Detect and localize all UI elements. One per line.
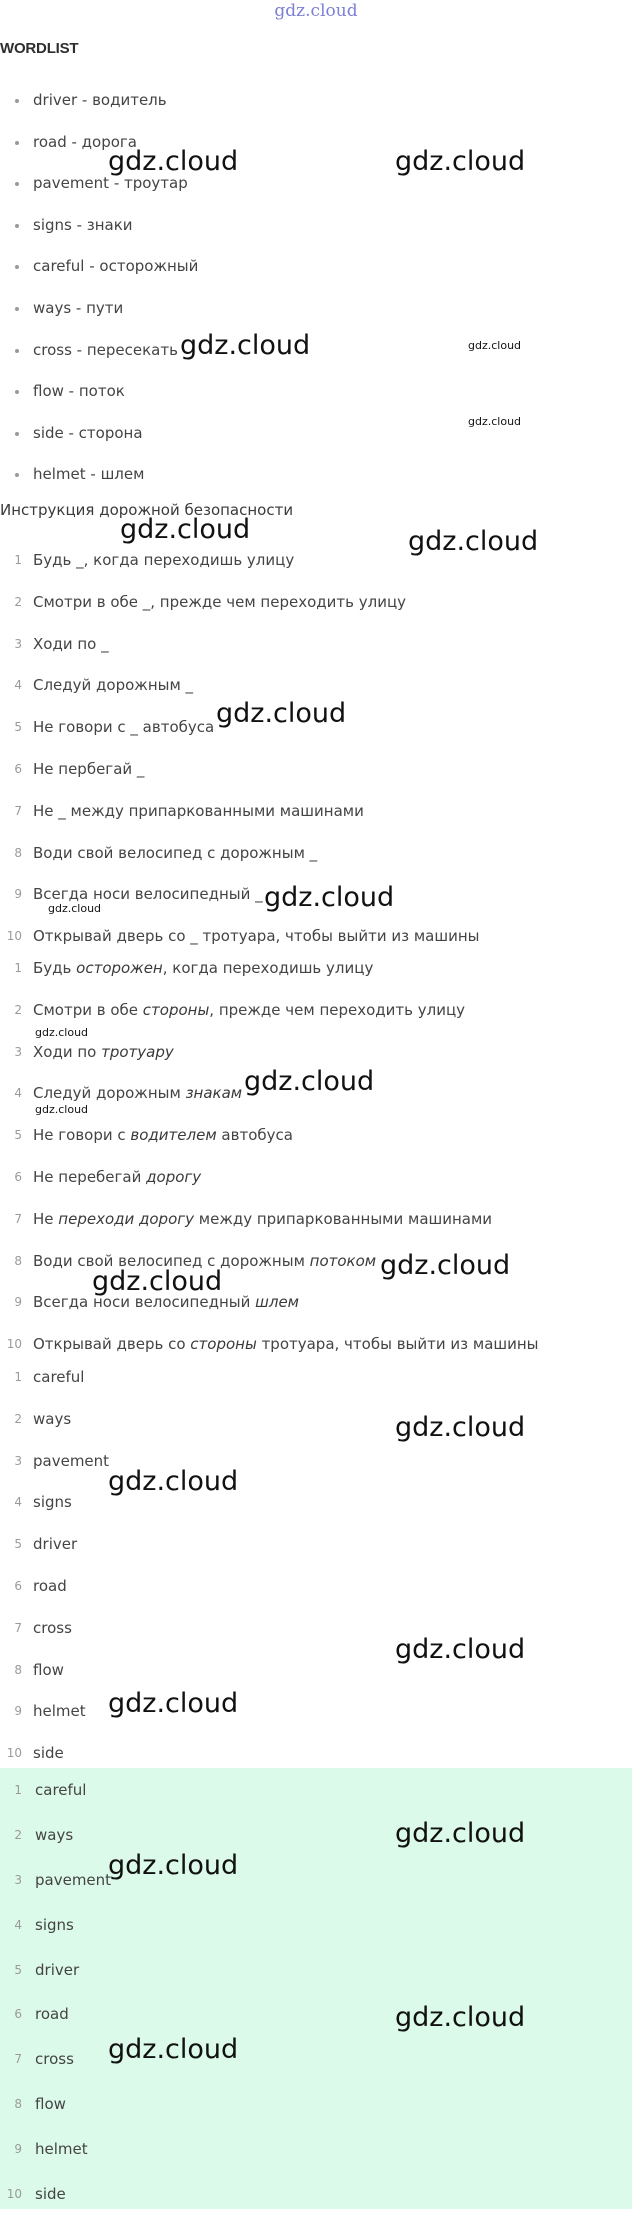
list-item: [0, 749, 632, 791]
text-before: Не говори с: [33, 1126, 131, 1145]
item-number: 3: [14, 1044, 22, 1059]
item-text: helmet: [33, 1702, 86, 1721]
list-item: [0, 205, 632, 247]
watermark: gdz.cloud: [395, 146, 526, 177]
answer-word: переходи дорогу: [58, 1209, 195, 1228]
wordlist-heading: WORDLIST: [0, 40, 79, 57]
watermark: gdz.cloud: [395, 2002, 526, 2033]
list-item: [0, 1813, 632, 1858]
list-item: [0, 1157, 632, 1199]
item-number: 9: [14, 2142, 22, 2157]
answer-word: осторожен: [76, 959, 163, 977]
item-number: 4: [14, 1917, 22, 1932]
list-item: [0, 1357, 632, 1399]
item-number: 8: [14, 2097, 22, 2112]
answer-word: стороны: [190, 1335, 257, 1354]
text-before: Води свой велосипед с дорожным: [33, 1251, 310, 1270]
list-item: [0, 2034, 632, 2082]
list-item: [0, 163, 632, 205]
watermark: gdz.cloud: [395, 1412, 526, 1443]
item-text: pavement: [35, 1870, 112, 1889]
watermark: gdz.cloud: [108, 2034, 239, 2065]
list-item: [0, 2172, 632, 2217]
list-item-text: ways - пути: [33, 298, 124, 317]
watermark: gdz.cloud: [216, 698, 347, 729]
item-text: [33, 948, 373, 990]
item-number: 3: [14, 1872, 22, 1887]
item-text: [33, 1115, 293, 1157]
watermark: gdz.cloud: [408, 526, 539, 557]
item-text: flow: [33, 1660, 64, 1679]
item-text: side: [35, 2185, 66, 2204]
watermark: gdz.cloud: [468, 415, 522, 428]
text-after: автобуса: [216, 1126, 293, 1145]
list-item: [0, 582, 632, 624]
watermark: gdz.cloud: [35, 1103, 89, 1116]
item-number: 10: [6, 1337, 22, 1352]
list-item: [0, 454, 632, 496]
item-number: 6: [14, 761, 22, 776]
item-number: 1: [14, 961, 22, 975]
item-number: 10: [6, 929, 22, 944]
watermark: gdz.cloud: [180, 330, 311, 361]
list-item-text: helmet - шлем: [33, 465, 145, 484]
answer-word: знакам: [185, 1084, 243, 1103]
item-number: 5: [14, 1128, 22, 1143]
item-text: flow: [35, 2095, 66, 2114]
item-text: [33, 1199, 492, 1241]
item-text: Всегда носи велосипедный _: [33, 885, 263, 904]
item-text: Води свой велосипед с дорожным _: [33, 843, 318, 862]
text-before: Ходи по: [33, 1042, 102, 1061]
answer-word: тротуару: [101, 1042, 174, 1061]
item-text: signs: [35, 1915, 74, 1934]
item-text: ways: [35, 1825, 74, 1844]
list-item: [0, 1650, 632, 1692]
item-text: Не _ между припаркованными машинами: [33, 801, 364, 820]
list-item-text: signs - знаки: [33, 215, 133, 234]
list-item: [0, 791, 632, 833]
item-number: 6: [14, 2007, 22, 2022]
item-text: Будь _, когда переходишь улицу: [33, 551, 295, 569]
bullet-icon: [15, 141, 19, 145]
item-number: 4: [14, 678, 22, 693]
list-item: [0, 1688, 632, 1733]
list-item: [0, 1992, 632, 2037]
item-number: 5: [14, 720, 22, 735]
watermark: gdz.cloud: [35, 1026, 89, 1039]
item-text: pavement: [33, 1451, 110, 1470]
item-number: 7: [14, 1620, 22, 1635]
list-item: [0, 1524, 632, 1566]
item-text: cross: [35, 2050, 74, 2069]
item-text: driver: [35, 1960, 80, 1979]
text-before: Открывай дверь со: [33, 1335, 191, 1354]
bullet-icon: [15, 307, 19, 311]
list-item: [0, 1482, 632, 1524]
list-item: [0, 330, 632, 372]
list-item: [0, 833, 632, 875]
item-number: 4: [14, 1086, 22, 1101]
watermark: gdz.cloud: [395, 1634, 526, 1665]
watermark: gdz.cloud: [108, 146, 239, 177]
item-number: 3: [14, 1453, 22, 1468]
list-item: [0, 122, 632, 164]
answer-word: потоком: [309, 1251, 377, 1270]
item-number: 8: [14, 845, 22, 860]
list-item-text: careful - осторожный: [33, 257, 199, 276]
list-item-text: driver - водитель: [33, 91, 167, 109]
list-item: [0, 1115, 632, 1157]
watermark: gdz.cloud: [120, 514, 251, 545]
item-number: 9: [14, 1295, 22, 1310]
text-after: , прежде чем переходить улицу: [209, 1000, 466, 1019]
item-text: Не пербегай _: [33, 759, 145, 778]
item-text: Ходи по _: [33, 634, 109, 653]
item-number: 1: [14, 1783, 22, 1797]
watermark: gdz.cloud: [108, 1688, 239, 1719]
bullet-icon: [15, 99, 19, 103]
list-item: [0, 1441, 632, 1483]
item-text: road: [35, 2005, 69, 2024]
answer-word: стороны: [142, 1000, 210, 1019]
list-item: [0, 246, 632, 288]
wordlist: [0, 80, 632, 496]
list-item-text: pavement - троутар: [33, 174, 188, 193]
list-item-text: cross - пересекать: [33, 340, 178, 359]
item-text: Смотри в обе _, прежде чем переходить улицу: [33, 592, 407, 611]
item-text: cross: [33, 1618, 72, 1637]
watermark: gdz.cloud: [264, 882, 395, 913]
item-text: careful: [33, 1368, 85, 1386]
bullet-icon: [15, 390, 19, 394]
text-before: Будь: [33, 959, 77, 977]
list-item: [0, 80, 632, 122]
list-item: [0, 1768, 632, 1813]
item-number: 4: [14, 1495, 22, 1510]
list-item: [0, 1608, 632, 1650]
item-number: 7: [14, 803, 22, 818]
text-after: между припаркованными машинами: [194, 1209, 493, 1228]
item-text: signs: [33, 1493, 72, 1512]
bullet-icon: [15, 432, 19, 436]
item-text: ways: [33, 1409, 72, 1428]
item-text: Не говори с _ автобуса: [33, 718, 215, 737]
list-item: [0, 1199, 632, 1241]
item-number: 2: [14, 1827, 22, 1842]
item-number: 2: [14, 1411, 22, 1426]
item-text: Открывай дверь со _ тротуара, чтобы выйти из машины: [33, 927, 480, 946]
item-number: 7: [14, 2052, 22, 2067]
item-number: 9: [14, 887, 22, 902]
answer-list: [0, 948, 632, 1366]
item-text: [33, 990, 465, 1032]
item-number: 9: [14, 1704, 22, 1719]
item-number: 10: [6, 1746, 22, 1761]
text-after: тротуара, чтобы выйти из машины: [256, 1335, 539, 1354]
item-number: 1: [14, 553, 22, 567]
item-text: driver: [33, 1535, 78, 1554]
item-text: careful: [35, 1781, 87, 1799]
watermark: gdz.cloud: [108, 1850, 239, 1881]
list-item: [0, 413, 632, 455]
item-number: 6: [14, 1169, 22, 1184]
site-logo[interactable]: gdz.cloud: [274, 1, 358, 21]
item-number: 2: [14, 594, 22, 609]
word-answer-list: [0, 1357, 632, 1775]
text-before: Следуй дорожным: [33, 1084, 186, 1103]
bullet-icon: [15, 265, 19, 269]
item-number: 5: [14, 1537, 22, 1552]
list-item: [0, 371, 632, 413]
instructions-title: Инструкция дорожной безопасности: [0, 501, 294, 519]
list-item: [0, 2082, 632, 2127]
bullet-icon: [15, 473, 19, 477]
item-number: 8: [14, 1662, 22, 1677]
item-number: 2: [14, 1002, 22, 1017]
list-item: [0, 1903, 632, 1948]
list-item: [0, 990, 632, 1032]
item-number: 8: [14, 1253, 22, 1268]
item-number: 1: [14, 1370, 22, 1384]
item-text: road: [33, 1576, 67, 1595]
item-number: 5: [14, 1962, 22, 1977]
watermark: gdz.cloud: [468, 339, 522, 352]
list-item-text: road - дорога: [33, 132, 137, 151]
text-before: Всегда носи велосипедный: [33, 1293, 256, 1312]
list-item-text: flow - поток: [33, 382, 125, 401]
list-item: [0, 288, 632, 330]
list-item: [0, 2127, 632, 2172]
text-after: , когда переходишь улицу: [162, 959, 374, 977]
watermark: gdz.cloud: [244, 1066, 375, 1097]
list-item-text: side - сторона: [33, 423, 143, 442]
watermark: gdz.cloud: [380, 1250, 511, 1281]
bullet-icon: [15, 182, 19, 186]
item-number: 10: [6, 2187, 22, 2202]
watermark: gdz.cloud: [92, 1266, 223, 1297]
item-number: 3: [14, 636, 22, 651]
item-text: helmet: [35, 2140, 88, 2159]
list-item: [0, 1948, 632, 1993]
item-number: 7: [14, 1211, 22, 1226]
answer-word: водителем: [130, 1126, 217, 1145]
watermark: gdz.cloud: [395, 1818, 526, 1849]
text-before: Смотри в обе: [33, 1000, 143, 1019]
bullet-icon: [15, 349, 19, 353]
green-answer-list: [0, 1768, 632, 2217]
item-text: [33, 1157, 201, 1199]
answer-word: шлем: [255, 1293, 299, 1312]
list-item: [0, 1858, 632, 1903]
watermark: gdz.cloud: [108, 1466, 239, 1497]
list-item: [0, 1399, 632, 1441]
list-item: [0, 624, 632, 666]
list-item: [0, 948, 632, 990]
item-text: Следуй дорожным _: [33, 676, 194, 695]
text-before: Не: [33, 1209, 59, 1228]
item-number: 6: [14, 1578, 22, 1593]
text-before: Не перебегай: [33, 1167, 147, 1186]
watermark: gdz.cloud: [48, 902, 102, 915]
list-item: [0, 1566, 632, 1608]
answer-word: дорогу: [146, 1167, 202, 1186]
bullet-icon: [15, 224, 19, 228]
item-text: side: [33, 1744, 64, 1763]
